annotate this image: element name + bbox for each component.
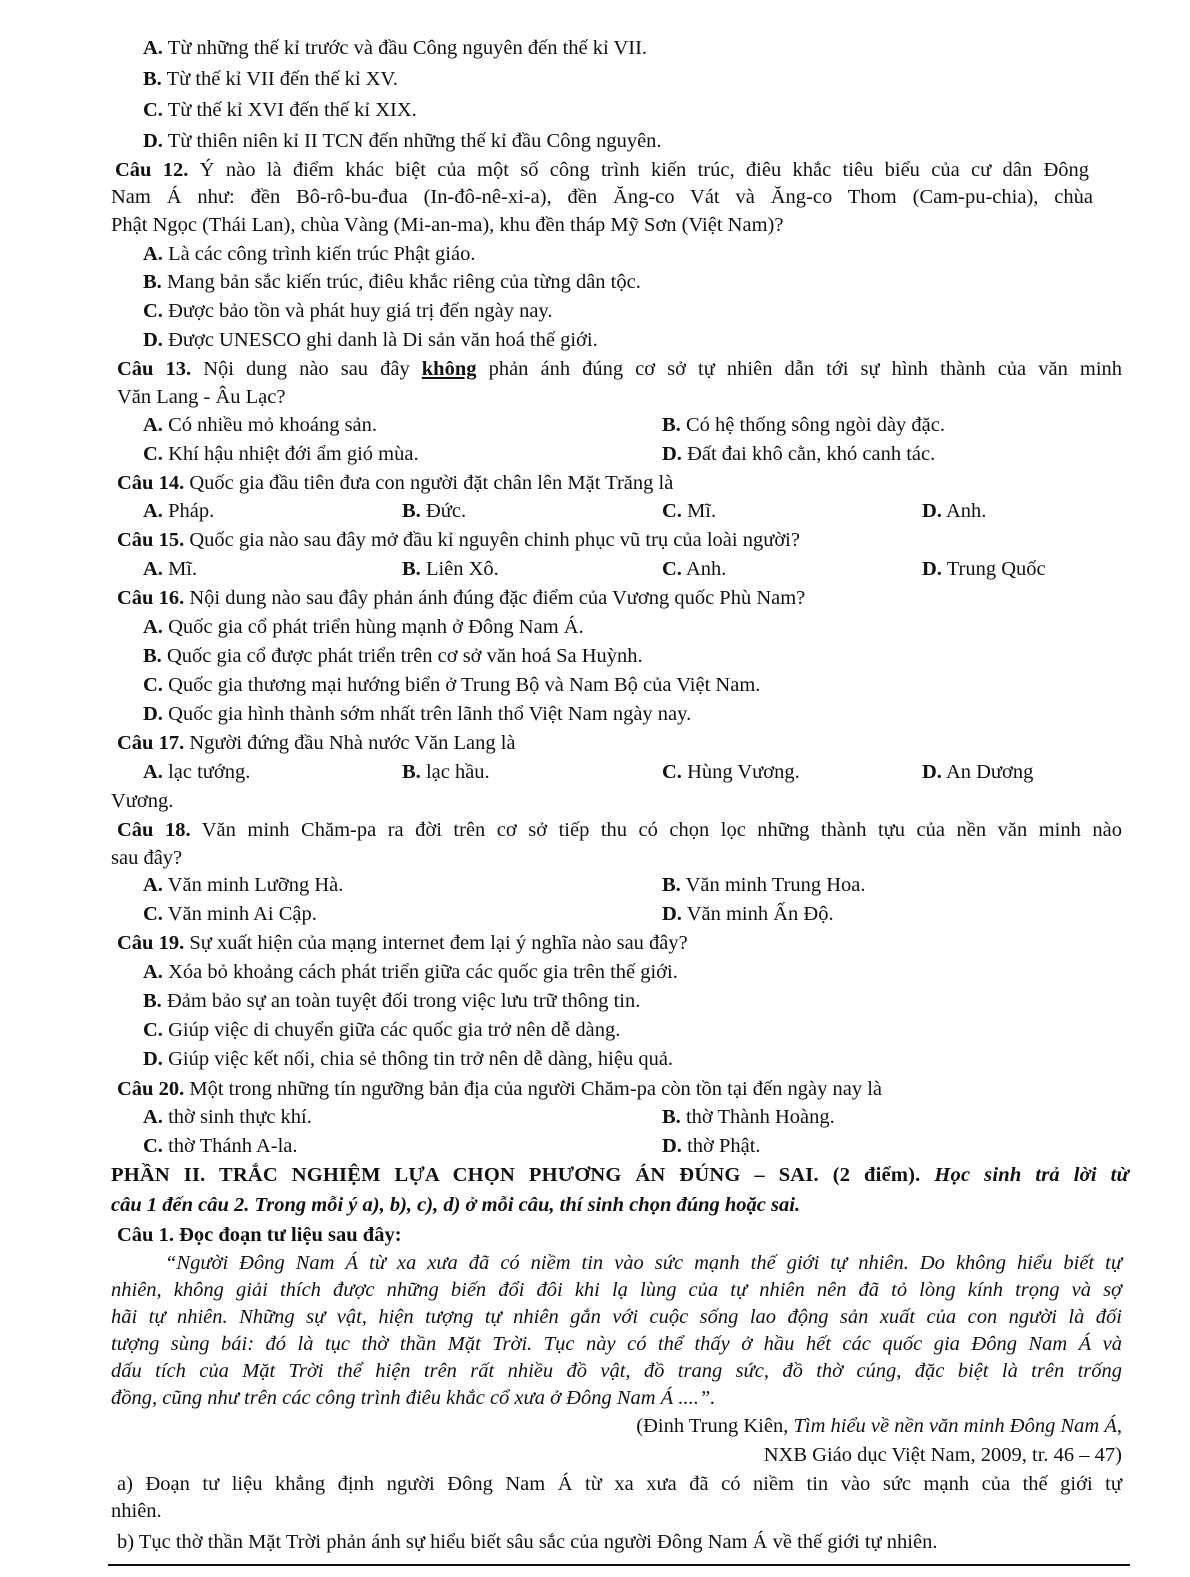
p2q1-statement-a-line2: nhiên. xyxy=(111,1500,162,1522)
q13-option-c: C. Khí hậu nhiệt đới ẩm gió mùa. xyxy=(143,443,419,465)
q17-stem: Câu 17. Người đứng đầu Nhà nước Văn Lang là xyxy=(117,732,516,754)
q19-option-b: B. Đảm bảo sự an toàn tuyệt đối trong việc lưu trữ thông tin. xyxy=(143,990,641,1012)
q13-option-d: D. Đất đai khô cằn, khó canh tác. xyxy=(662,443,936,465)
q17-option-a: A. lạc tướng. xyxy=(143,761,251,783)
q12-option-c: C. Được bảo tồn và phát huy giá trị đến ngày nay. xyxy=(143,300,553,322)
q12-stem-line2: Nam Á như: đền Bô-rô-bu-đua (In-đô-nê-xi-a), đền Ăng-co Vát và Ăng-co Thom (Cam-pu-chia), chùa xyxy=(111,186,1093,208)
q16-option-b: B. Quốc gia cổ được phát triển trên cơ sở văn hoá Sa Huỳnh. xyxy=(143,645,643,667)
q17-option-c: C. Hùng Vương. xyxy=(662,761,800,783)
q15-option-b: B. Liên Xô. xyxy=(402,558,499,580)
page-bottom-rule xyxy=(108,1564,1130,1566)
p2q1-statement-b: b) Tục thờ thần Mặt Trời phản ánh sự hiểu biết sâu sắc của người Đông Nam Á về thế giới tự nhiên. xyxy=(117,1531,938,1553)
q12-option-b: B. Mang bản sắc kiến trúc, điêu khắc riêng của từng dân tộc. xyxy=(143,271,641,293)
q17-option-d: D. An Dương xyxy=(922,761,1034,783)
q15-option-a: A. Mĩ. xyxy=(143,558,198,580)
part2-instructions: câu 1 đến câu 2. Trong mỗi ý a), b), c), d) ở mỗi câu, thí sinh chọn đúng hoặc sai. xyxy=(111,1194,801,1216)
q20-option-c: C. thờ Thánh A-la. xyxy=(143,1135,298,1157)
q15-option-c: C. Anh. xyxy=(662,558,727,580)
q16-stem: Câu 16. Nội dung nào sau đây phản ánh đúng đặc điểm của Vương quốc Phù Nam? xyxy=(117,587,806,609)
p2q1-citation-line2: NXB Giáo dục Việt Nam, 2009, tr. 46 – 47) xyxy=(763,1444,1122,1466)
q12-stem-line3: Phật Ngọc (Thái Lan), chùa Vàng (Mi-an-ma), khu đền tháp Mỹ Sơn (Việt Nam)? xyxy=(111,214,784,236)
p2q1-quote-line2: nhiên, không giải thích được những biến đổi đôi khi lạ lùng của tự nhiên nên đã tỏ lòng kính trọng và sợ xyxy=(111,1279,1122,1301)
q19-option-a: A. Xóa bỏ khoảng cách phát triển giữa các quốc gia trên thế giới. xyxy=(143,961,678,983)
q20-option-d: D. thờ Phật. xyxy=(662,1135,761,1157)
q19-stem: Câu 19. Sự xuất hiện của mạng internet đem lại ý nghĩa nào sau đây? xyxy=(117,932,688,954)
q16-option-d: D. Quốc gia hình thành sớm nhất trên lãnh thổ Việt Nam ngày nay. xyxy=(143,703,692,725)
q17-option-d-wrap: Vương. xyxy=(111,790,174,812)
q19-option-d: D. Giúp việc kết nối, chia sẻ thông tin trở nên dễ dàng, hiệu quả. xyxy=(143,1048,674,1070)
q12-option-a: A. Là các công trình kiến trúc Phật giáo. xyxy=(143,243,476,265)
q19-option-c: C. Giúp việc di chuyển giữa các quốc gia trở nên dễ dàng. xyxy=(143,1019,621,1041)
q20-option-a: A. thờ sinh thực khí. xyxy=(143,1106,312,1128)
part2-heading: PHẦN II. TRẮC NGHIỆM LỰA CHỌN PHƯƠNG ÁN ĐÚNG – SAI. (2 điểm). Học sinh trả lời từ xyxy=(111,1164,1129,1186)
q14-option-c: C. Mĩ. xyxy=(662,500,717,522)
q20-stem: Câu 20. Một trong những tín ngưỡng bản địa của người Chăm-pa còn tồn tại đến ngày nay là xyxy=(117,1078,882,1100)
q15-stem: Câu 15. Quốc gia nào sau đây mở đầu kỉ nguyên chinh phục vũ trụ của loài người? xyxy=(117,529,800,551)
p2q1-quote-line6: đồng, cũng như trên các công trình điêu khắc cổ xưa ở Đông Nam Á ....”. xyxy=(111,1387,716,1409)
p2q1-quote-line1: “Người Đông Nam Á từ xa xưa đã có niềm tin vào sức mạnh thế giới tự nhiên. Do không hiểu biết tự xyxy=(165,1252,1122,1274)
p2q1-citation-line1: (Đinh Trung Kiên, Tìm hiểu về nền văn minh Đông Nam Á, xyxy=(636,1415,1122,1437)
q13-stem-line1: Câu 13. Nội dung nào sau đây không phản ánh đúng cơ sở tự nhiên dẫn tới sự hình thành của văn minh xyxy=(117,358,1123,380)
q16-option-c: C. Quốc gia thương mại hướng biển ở Trung Bộ và Nam Bộ của Việt Nam. xyxy=(143,674,761,696)
q18-option-d: D. Văn minh Ấn Độ. xyxy=(662,903,834,925)
q14-option-d: D. Anh. xyxy=(922,500,987,522)
q18-stem-line1: Câu 18. Văn minh Chăm-pa ra đời trên cơ sở tiếp thu có chọn lọc những thành tựu của nền văn minh nào xyxy=(117,819,1122,841)
p2q1-quote-line3: hãi tự nhiên. Những sự vật, hiện tượng tự nhiên gắn với cuộc sống lao động sản xuất của con người là đối xyxy=(111,1306,1122,1328)
q18-option-b: B. Văn minh Trung Hoa. xyxy=(662,874,866,896)
q18-stem-line2: sau đây? xyxy=(111,847,183,869)
q17-option-b: B. lạc hầu. xyxy=(402,761,490,783)
q14-stem: Câu 14. Quốc gia đầu tiên đưa con người đặt chân lên Mặt Trăng là xyxy=(117,472,674,494)
q11-option-c: C. Từ thế kỉ XVI đến thế kỉ XIX. xyxy=(143,99,417,121)
q11-option-a: A. Từ những thế kỉ trước và đầu Công nguyên đến thế kỉ VII. xyxy=(143,37,648,59)
p2q1-statement-a-line1: a) Đoạn tư liệu khẳng định người Đông Nam Á từ xa xưa đã có niềm tin vào sức mạnh của thế giới tự xyxy=(117,1473,1122,1495)
p2q1-quote-line5: dấu tích của Mặt Trời thể hiện trên rất nhiều đồ vật, đồ trang sức, đồ thờ cúng, đặc biệt là trên trống xyxy=(111,1360,1122,1382)
q18-option-c: C. Văn minh Ai Cập. xyxy=(143,903,317,925)
q11-option-b: B. Từ thế kỉ VII đến thế kỉ XV. xyxy=(143,68,398,90)
q12-stem-line1: Câu 12. Ý nào là điểm khác biệt của một số công trình kiến trúc, điêu khắc tiêu biểu của cư dân Đông xyxy=(115,159,1089,181)
p2q1-quote-line4: tượng sùng bái: đó là tục thờ thần Mặt Trời. Tục này có thể thấy ở hầu hết các quốc gia Đông Nam Á và xyxy=(111,1333,1122,1355)
q13-stem-line2: Văn Lang - Âu Lạc? xyxy=(117,386,286,408)
q18-option-a: A. Văn minh Lưỡng Hà. xyxy=(143,874,344,896)
q20-option-b: B. thờ Thành Hoàng. xyxy=(662,1106,835,1128)
q13-option-a: A. Có nhiều mỏ khoáng sản. xyxy=(143,414,378,436)
q16-option-a: A. Quốc gia cổ phát triển hùng mạnh ở Đông Nam Á. xyxy=(143,616,584,638)
q14-option-b: B. Đức. xyxy=(402,500,467,522)
q13-option-b: B. Có hệ thống sông ngòi dày đặc. xyxy=(662,414,946,436)
q14-option-a: A. Pháp. xyxy=(143,500,215,522)
q12-option-d: D. Được UNESCO ghi danh là Di sản văn hoá thế giới. xyxy=(143,329,598,351)
q15-option-d: D. Trung Quốc xyxy=(922,558,1046,580)
q11-option-d: D. Từ thiên niên kỉ II TCN đến những thế kỉ đầu Công nguyên. xyxy=(143,130,662,152)
p2q1-title: Câu 1. Đọc đoạn tư liệu sau đây: xyxy=(117,1224,402,1246)
